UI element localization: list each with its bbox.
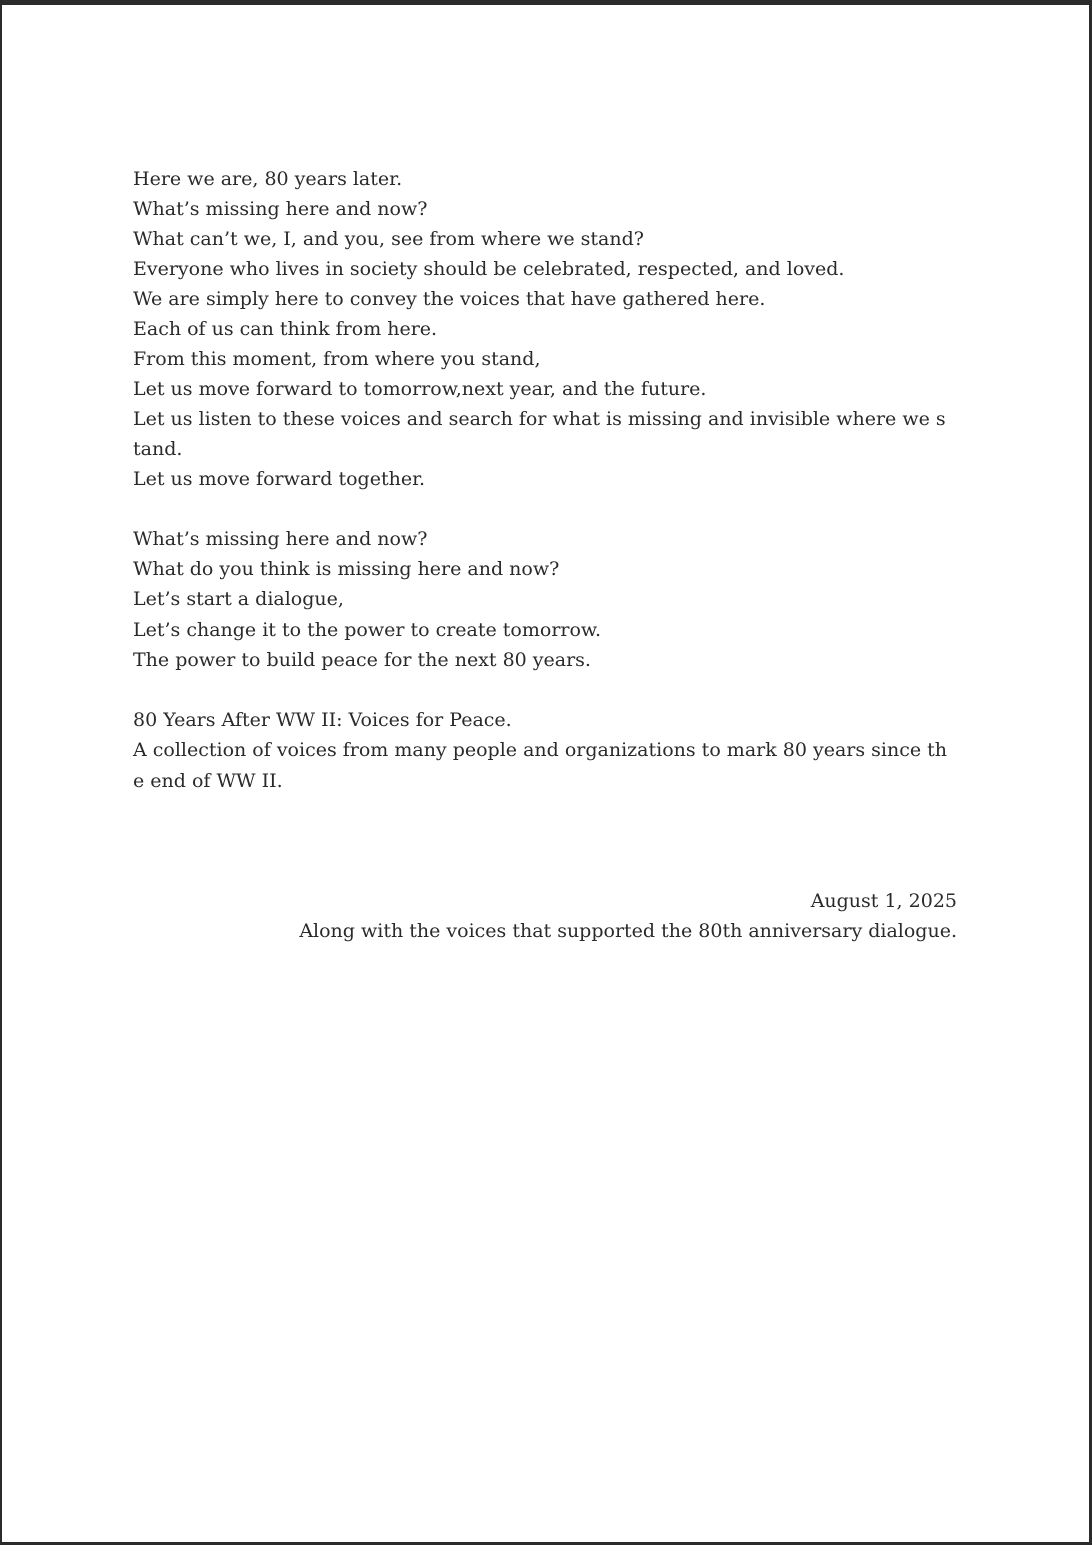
about-line: A collection of voices from many people and organizations to mark 80 years since th <box>133 739 948 761</box>
stanza1-line: tand. <box>133 438 183 460</box>
stanza1-line: What’s missing here and now? <box>133 198 428 220</box>
stanza2-line: What’s missing here and now? <box>133 528 428 550</box>
stanza1-line: Let us listen to these voices and search for what is missing and invisible where we s <box>133 408 946 430</box>
stanza1-line: Let us move forward to tomorrow,next year, and the future. <box>133 378 707 400</box>
about-line: e end of WW II. <box>133 770 283 792</box>
stanza2-line: The power to build peace for the next 80 years. <box>133 649 591 671</box>
stanza2-line: Let’s start a dialogue, <box>133 588 344 610</box>
stanza1-line: Each of us can think from here. <box>133 318 438 340</box>
stanza2-line: Let’s change it to the power to create tomorrow. <box>133 619 601 641</box>
stanza1-line: Let us move forward together. <box>133 468 426 490</box>
stanza1-line: From this moment, from where you stand, <box>133 348 541 370</box>
signature-date: August 1, 2025 <box>810 890 957 912</box>
stanza1-line: We are simply here to convey the voices that have gathered here. <box>133 288 766 310</box>
signature-credit: Along with the voices that supported the 80th anniversary dialogue. <box>299 920 957 942</box>
about-title: 80 Years After WW II: Voices for Peace. <box>133 709 512 731</box>
stanza1-line: Here we are, 80 years later. <box>133 168 403 190</box>
stanza1-line: What can’t we, I, and you, see from where we stand? <box>133 228 644 250</box>
stanza2-line: What do you think is missing here and now? <box>133 558 560 580</box>
stanza1-line: Everyone who lives in society should be celebrated, respected, and loved. <box>133 258 845 280</box>
